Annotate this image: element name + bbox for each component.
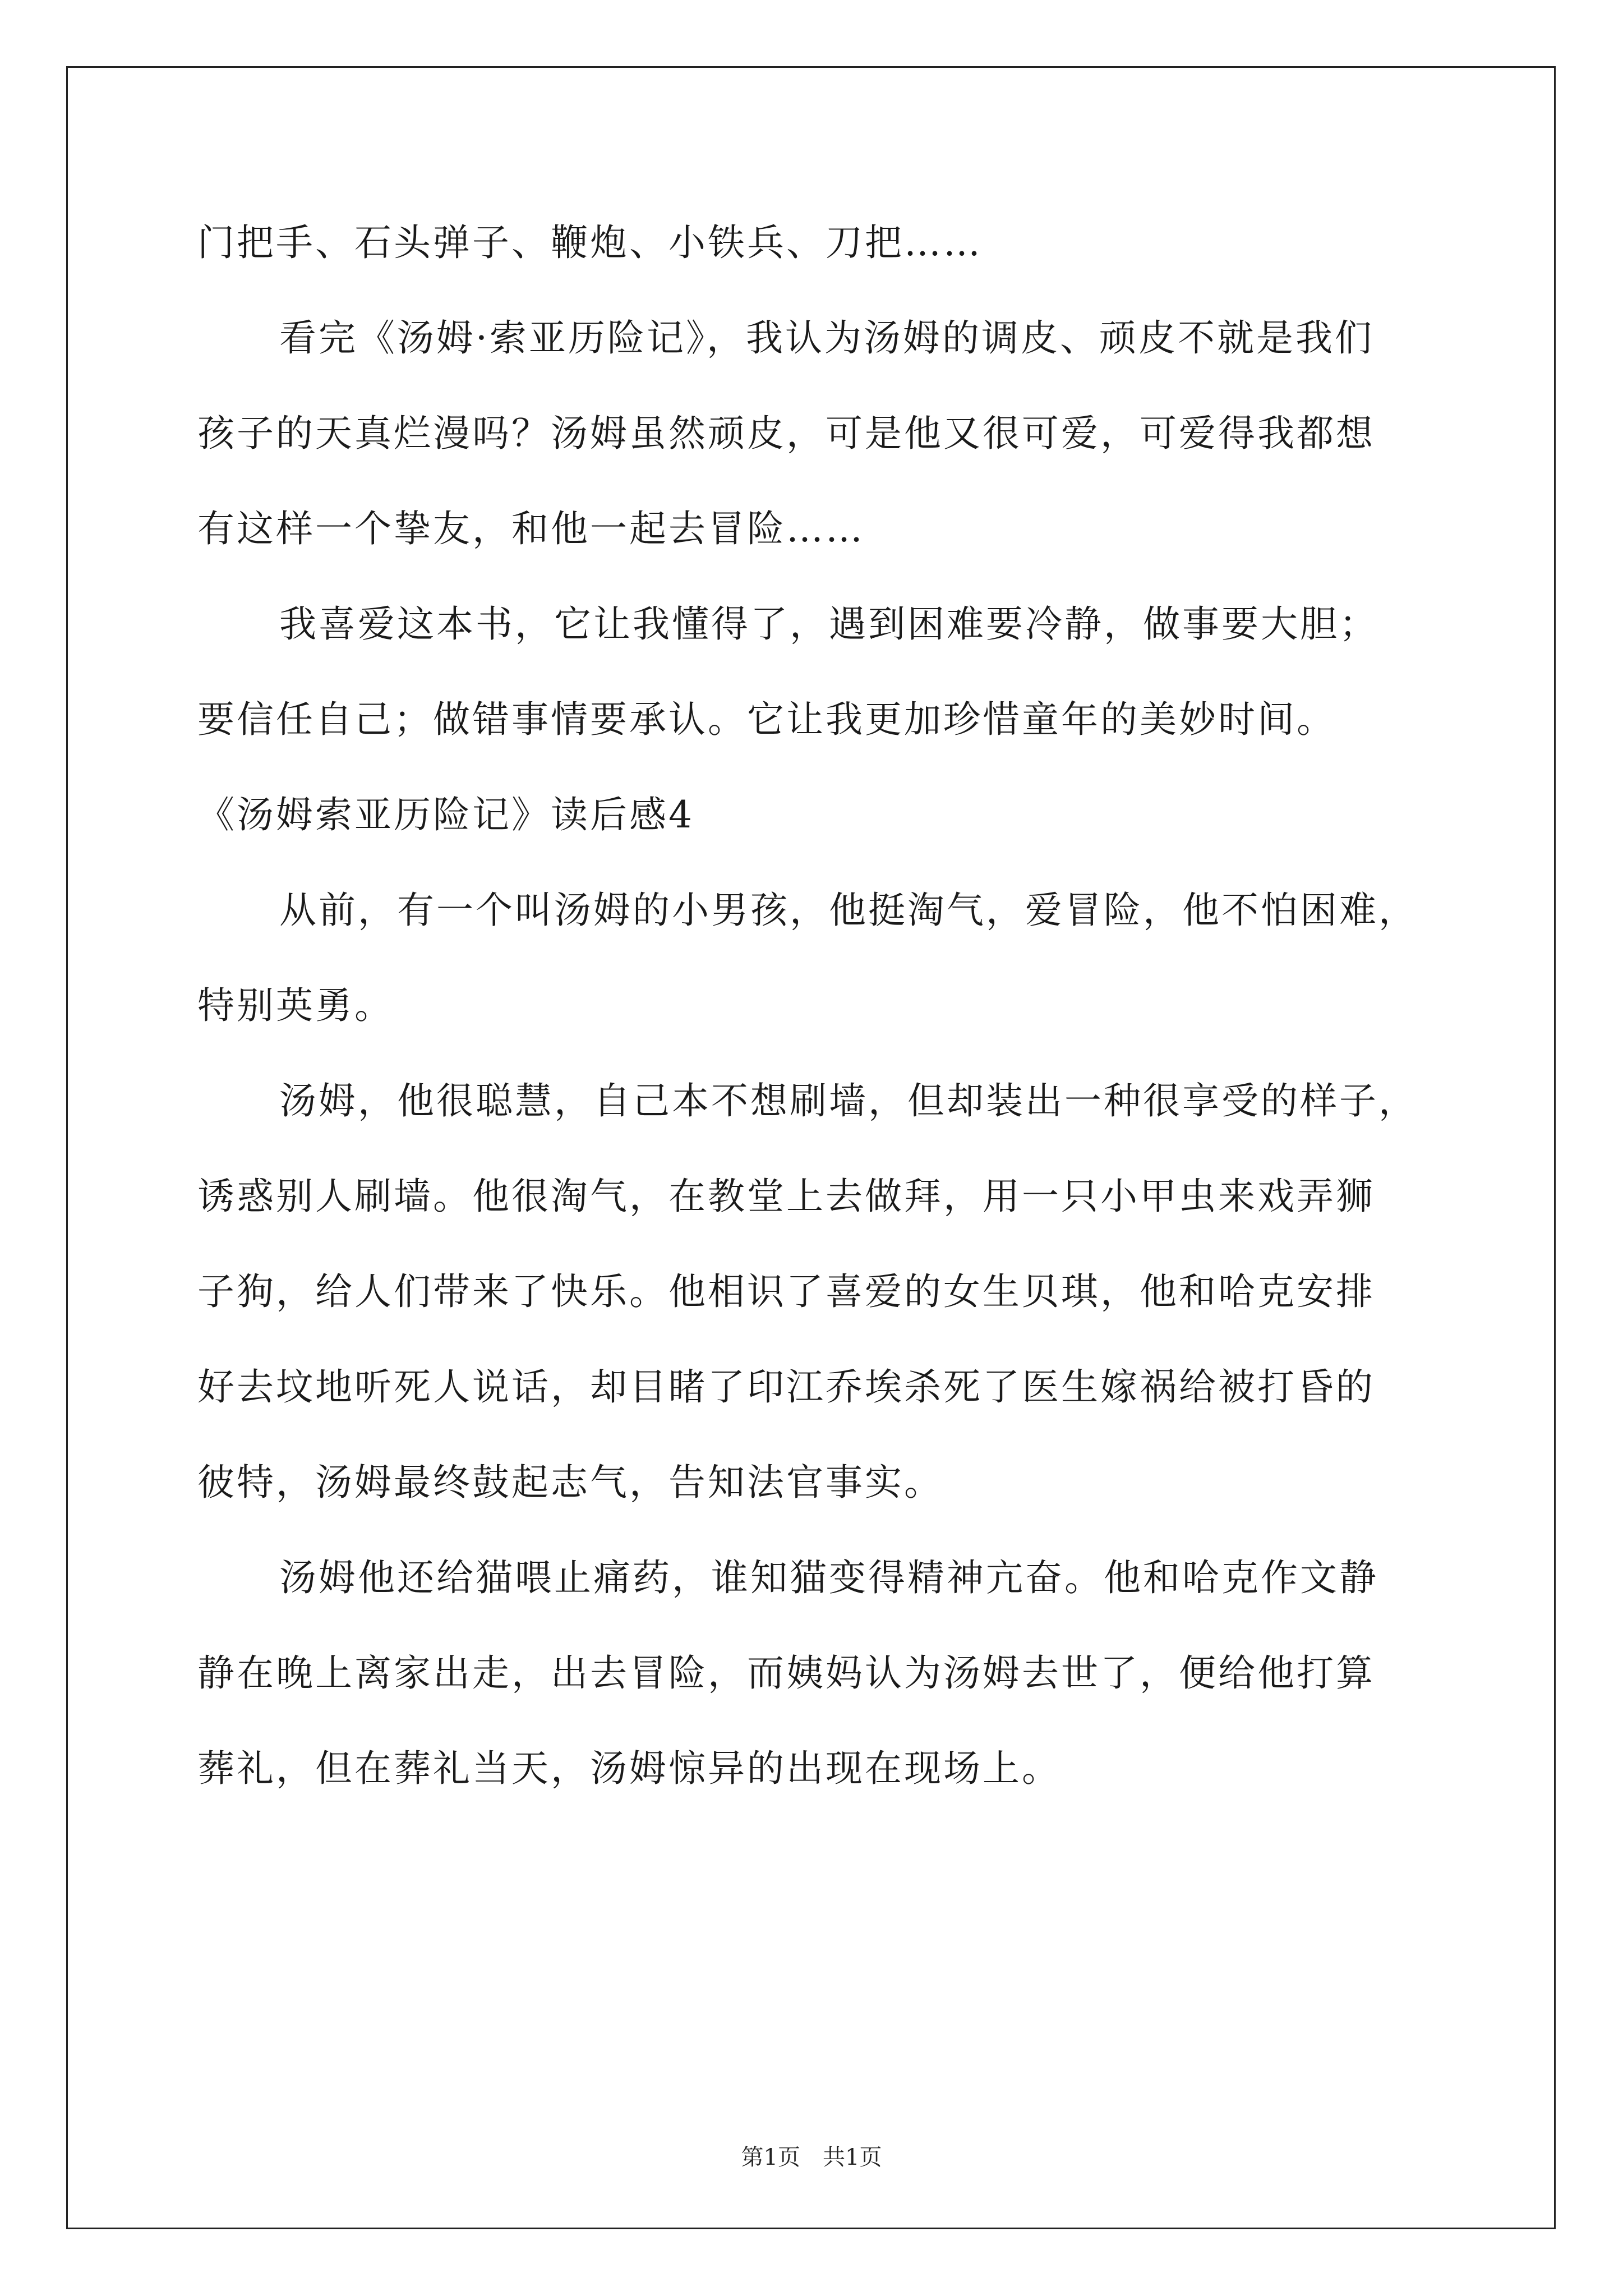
text-line: 我喜爱这本书，它让我懂得了，遇到困难要冷静，做事要大胆；: [279, 602, 1378, 646]
page-total: 共1页: [823, 2145, 882, 2170]
text-line: 静在晚上离家出走，出去冒险，而姨妈认为汤姆去世了，便给他打算: [197, 1651, 1375, 1695]
text-line: 汤姆，他很聪慧，自己本不想刷墙，但却装出一种很享受的样子，: [279, 1079, 1418, 1122]
text-line: 子狗，给人们带来了快乐。他相识了喜爱的女生贝琪，他和哈克安排: [197, 1270, 1375, 1313]
text-line: 孩子的天真烂漫吗？汤姆虽然顽皮，可是他又很可爱，可爱得我都想: [197, 412, 1375, 455]
section-heading: 《汤姆索亚历险记》读后感4: [197, 793, 694, 836]
text-line: 好去坟地听死人说话，却目睹了印江乔埃杀死了医生嫁祸给被打昏的: [197, 1365, 1375, 1409]
page-number: 第1页: [741, 2145, 800, 2170]
page-footer: [0, 2142, 1623, 2173]
text-line: 特别英勇。: [197, 984, 394, 1027]
text-line: 有这样一个挚友，和他一起去冒险……: [197, 507, 865, 550]
page-border: [66, 66, 1556, 2229]
text-line: 看完《汤姆·索亚历险记》，我认为汤姆的调皮、顽皮不就是我们: [279, 316, 1374, 360]
text-line: 葬礼，但在葬礼当天，汤姆惊异的出现在现场上。: [197, 1747, 1061, 1790]
text-line: 门把手、石头弹子、鞭炮、小铁兵、刀把……: [197, 221, 983, 264]
text-line: 彼特，汤姆最终鼓起志气，告知法官事实。: [197, 1461, 943, 1504]
text-line: 诱惑别人刷墙。他很淘气，在教堂上去做拜，用一只小甲虫来戏弄狮: [197, 1175, 1375, 1218]
text-line: 从前，有一个叫汤姆的小男孩，他挺淘气，爱冒险，他不怕困难，: [279, 889, 1418, 932]
text-line: 汤姆他还给猫喂止痛药，谁知猫变得精神亢奋。他和哈克作文静: [279, 1556, 1378, 1599]
text-line: 要信任自己；做错事情要承认。它让我更加珍惜童年的美妙时间。: [197, 698, 1336, 741]
